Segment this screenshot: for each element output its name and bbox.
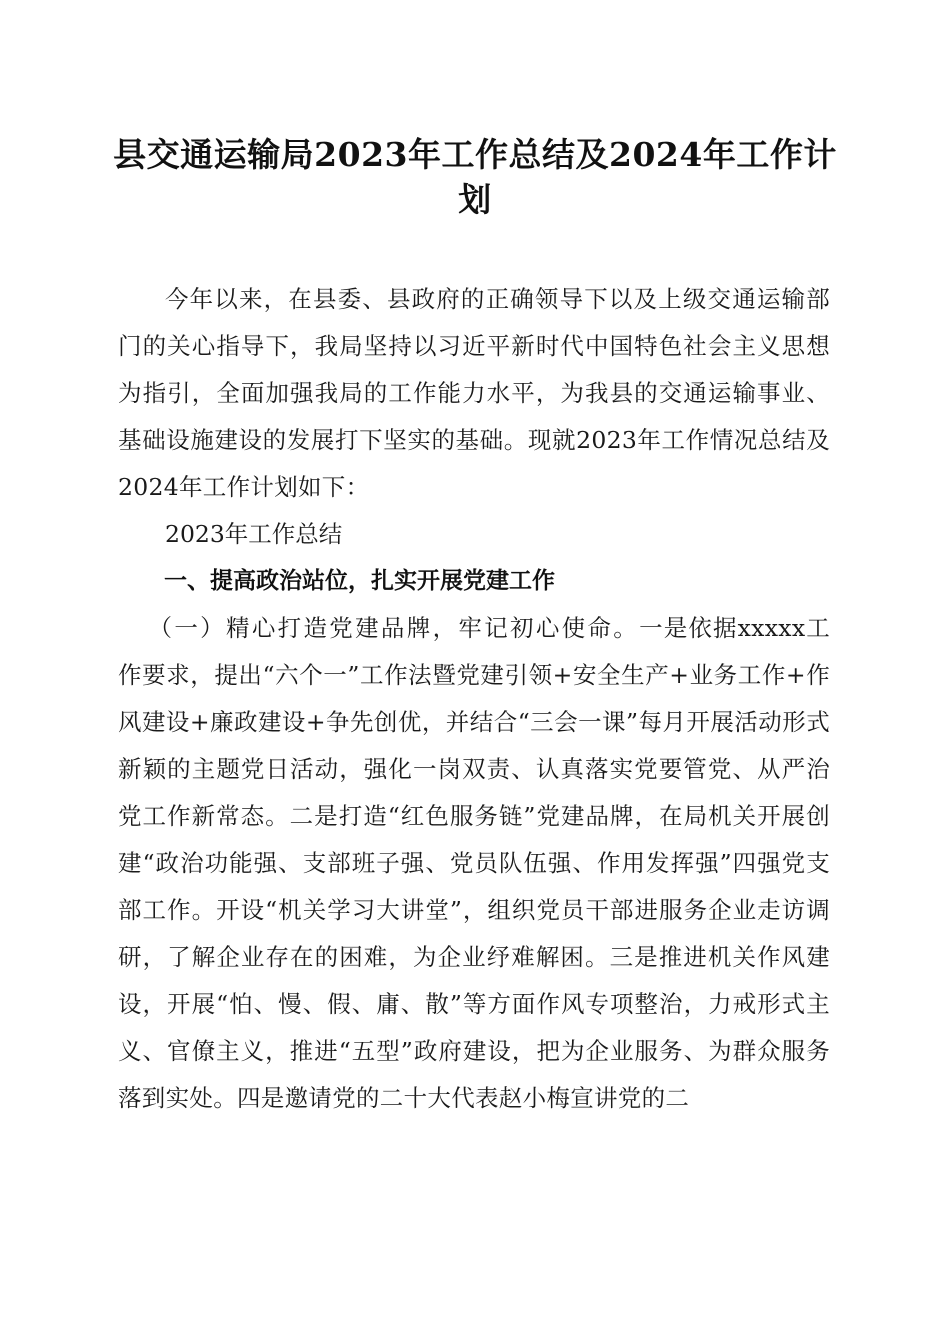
section-label: 2023年工作总结 [165,520,343,548]
section-heading: 一、提高政治站位，扎实开展党建工作 [164,568,555,594]
intro-paragraph: 今年以来，在县委、县政府的正确领导下以及上级交通运输部门的关心指导下，我局坚持以习近平新时代中国特色社会主义思想为指引，全面加强我局的工作能力水平，为我县的交通运输事业、基础设施建设的发展打下坚实的基础。现就2023年工作情况总结及2024年工作计划如下： [118,285,830,501]
document-title: 县交通运输局2023年工作总结及2024年工作计划 [113,135,837,219]
document-body [118,276,830,1122]
subsection-heading: （一）精心打造党建品牌，牢记初心使命。 [148,614,640,642]
subsection-text: 一是依据xxxxx工作要求，提出“六个一”工作法暨党建引领+安全生产+业务工作+作风建设+廉政建设+争先创优，并结合“三会一课”每月开展活动形式新颖的主题党日活动，强化一岗双责、认真落实党要管党、从严治党工作新常态。二是打造“红色服务链”党建品牌，在局机关开展创建“政治功能强、支部班子强、党员队伍强、作用发挥强”四强党支部工作。开设“机关学习大讲堂”，组织党员干部进服务企业走访调研，了解企业存在的困难，为企业纾难解困。三是推进机关作风建设，开展“怕、慢、假、庸、散”等方面作风专项整治，力戒形式主义、官僚主义，推进“五型”政府建设，把为企业服务、为群众服务落到实处。四是邀请党的二十大代表赵小梅宣讲党的二 [118,614,831,1112]
subsection-paragraph [118,605,830,1122]
